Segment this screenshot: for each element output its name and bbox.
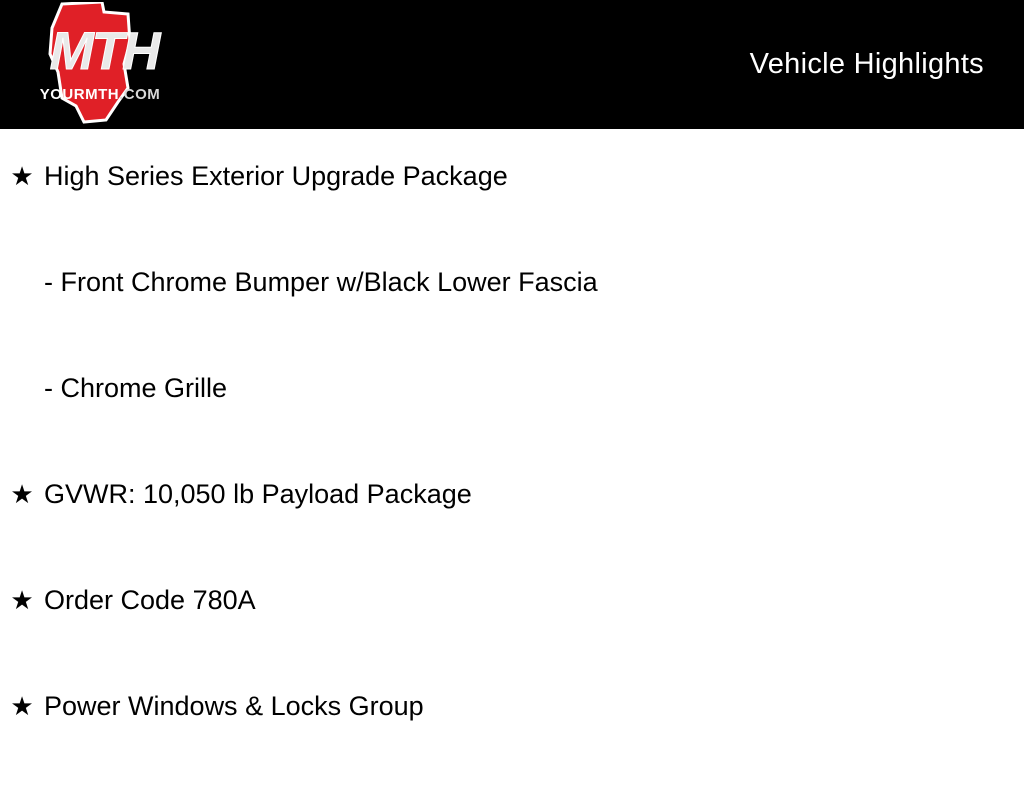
mth-tagline-suffix: .COM [119, 86, 161, 103]
mth-wordmark: MTH [49, 22, 159, 81]
highlights-list [0, 129, 1024, 795]
list-item-label: GVWR: 10,050 lb Payload Package [44, 479, 472, 509]
slide-header [0, 0, 1024, 129]
list-item-label: Power Windows & Locks Group [44, 691, 424, 721]
list-item [0, 371, 1024, 477]
list-item [0, 265, 1024, 371]
list-item [0, 583, 1024, 689]
page-title: Vehicle Highlights [749, 48, 984, 80]
mth-tagline-prefix: YOURMTH [39, 86, 120, 103]
list-item-label: Order Code 780A [44, 585, 256, 615]
mth-logo [10, 2, 190, 127]
list-item-label: High Series Exterior Upgrade Package [44, 161, 508, 191]
star-icon: ★ [10, 691, 34, 721]
mth-tagline [18, 86, 182, 103]
list-item-label: - Chrome Grille [44, 373, 228, 403]
star-icon: ★ [10, 161, 34, 191]
list-item [0, 159, 1024, 265]
star-icon: ★ [10, 585, 34, 615]
star-icon: ★ [10, 479, 34, 509]
list-item-label: - Front Chrome Bumper w/Black Lower Fascia [44, 267, 598, 297]
list-item [0, 477, 1024, 583]
list-item [0, 689, 1024, 795]
